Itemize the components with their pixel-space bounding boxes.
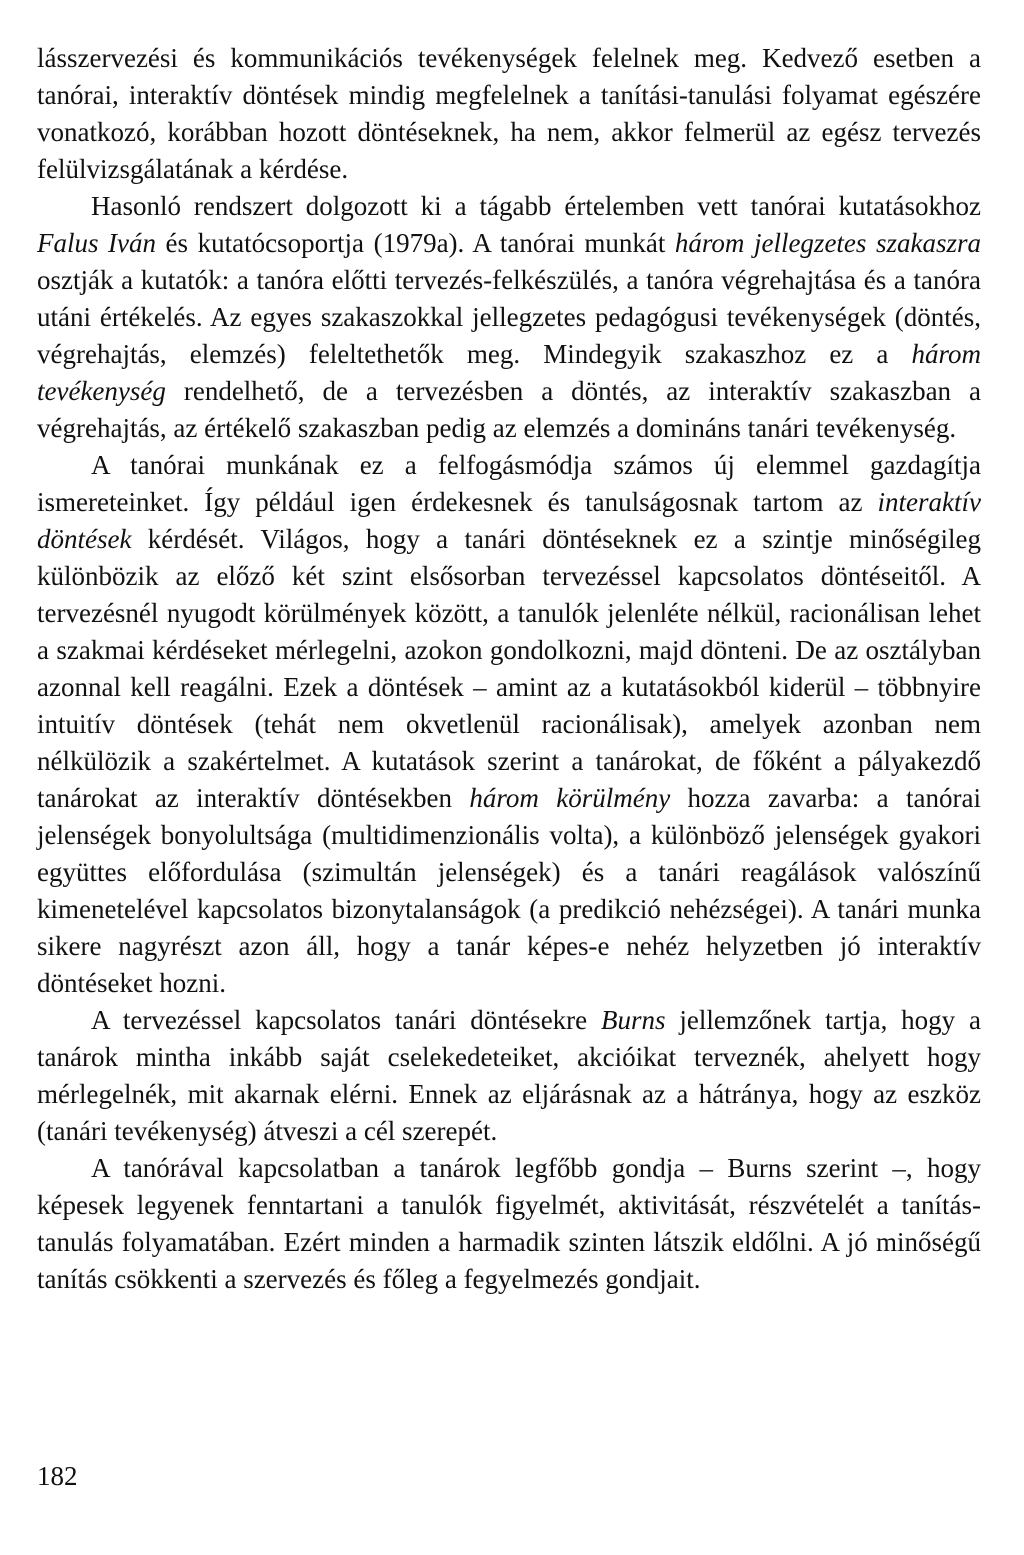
paragraph-3-emphasis-interactive: interaktív döntések — [37, 487, 981, 554]
paragraph-4 — [37, 1002, 981, 1150]
paragraph-2-emphasis-activities: három tevékenység — [37, 339, 981, 406]
paragraph-4-run-1: A tervezéssel kapcsolatos tanári döntésekre — [91, 1005, 601, 1035]
paragraph-5-text: A tanórával kapcsolatban a tanárok legfőbb gondja – Burns szerint –, hogy képesek legyenek fenntartani a tanulók figyelmét, aktivitását, részvételét a tanítás-tanulás folyamatában. Ezért minden a harmadik szinten látszik eldőlni. A jó minőségű tanítás csökkenti a szervezés és főleg a fegyelmezés gondjait. — [37, 1153, 981, 1294]
paragraph-4-run-3: jellemzőnek tartja, hogy a tanárok mintha inkább saját cselekedeteiket, akcióikat terveznék, ahelyett hogy mérlegelnék, mit akarnak elérni. Ennek az eljárásnak az a hátránya, hogy az eszköz (tanári tevékenység) átveszi a cél szerepét. — [37, 1005, 981, 1146]
paragraph-3 — [37, 447, 981, 1002]
paragraph-2-run-3: és kutatócsoportja (1979a). A tanórai munkát — [156, 228, 675, 258]
page-number: 182 — [37, 1461, 78, 1491]
paragraph-3-emphasis-circumstances: három körülmény — [469, 783, 671, 813]
paragraph-1 — [37, 40, 981, 188]
paragraph-5 — [37, 1150, 981, 1298]
page-body — [37, 40, 981, 1298]
paragraph-2-author-name: Falus Iván — [37, 228, 157, 258]
paragraph-2-emphasis-stages: három jellegzetes szakaszra — [674, 228, 981, 258]
paragraph-3-run-5: hozza zavarba: a tanórai jelenségek bonyolultsága (multidimenzionális volta), a különböző jelenségek gyakori együttes előfordulása (szimultán jelenségek) és a tanári reagálások valószínű kimenetelével kapcsolatos bizonytalanságok (a predikció nehézségei). A tanári munka sikere nagyrészt azon áll, hogy a tanár képes-e nehéz helyzetben jó interaktív döntéseket hozni. — [37, 783, 982, 998]
paragraph-2-run-5: osztják a kutatók: a tanóra előtti tervezés-felkészülés, a tanóra végrehajtása és a tanóra utáni értékelés. Az egyes szakaszokkal jellegzetes pedagógusi tevékenységek (döntés, végrehajtás, elemzés) feleltethetők meg. Mindegyik szakaszhoz ez a — [37, 265, 981, 369]
paragraph-4-author-name: Burns — [601, 1005, 666, 1035]
paragraph-1-text: lásszervezési és kommunikációs tevékenységek felelnek meg. Kedvező esetben a tanórai, interaktív döntések mindig megfelelnek a tanítási-tanulási folyamat egészére vonatkozó, korábban hozott döntéseknek, ha nem, akkor felmerül az egész tervezés felülvizsgálatának a kérdése. — [37, 43, 981, 184]
paragraph-2-run-1: Hasonló rendszert dolgozott ki a tágabb értelemben vett tanórai kutatásokhoz — [91, 191, 981, 221]
paragraph-3-run-1: A tanórai munkának ez a felfogásmódja számos új elemmel gazdagítja ismereteinket. Így például igen érdekesnek és tanulságosnak tartom az — [37, 450, 981, 517]
paragraph-2-run-7: rendelhető, de a tervezésben a döntés, az interaktív szakaszban a végrehajtás, az értékelő szakaszban pedig az elemzés a domináns tanári tevékenység. — [37, 376, 981, 443]
paragraph-3-run-3: kérdését. Világos, hogy a tanári döntéseknek ez a szintje minőségileg különbözik az előző két szint elsősorban tervezéssel kapcsolatos döntéseitől. A tervezésnél nyugodt körülmények között, a tanulók jelenléte nélkül, racionálisan lehet a szakmai kérdéseket mérlegelni, azokon gondolkozni, majd dönteni. De az osztályban azonnal kell reagálni. Ezek a döntések – amint az a kutatásokból kiderül – többnyire intuitív döntések (tehát nem okvetlenül racionálisak), amelyek azonban nem nélkülözik a szakértelmet. A kutatások szerint a tanárokat, de főként a pályakezdő tanárokat az interaktív döntésekben — [37, 524, 981, 813]
paragraph-2 — [37, 188, 981, 447]
